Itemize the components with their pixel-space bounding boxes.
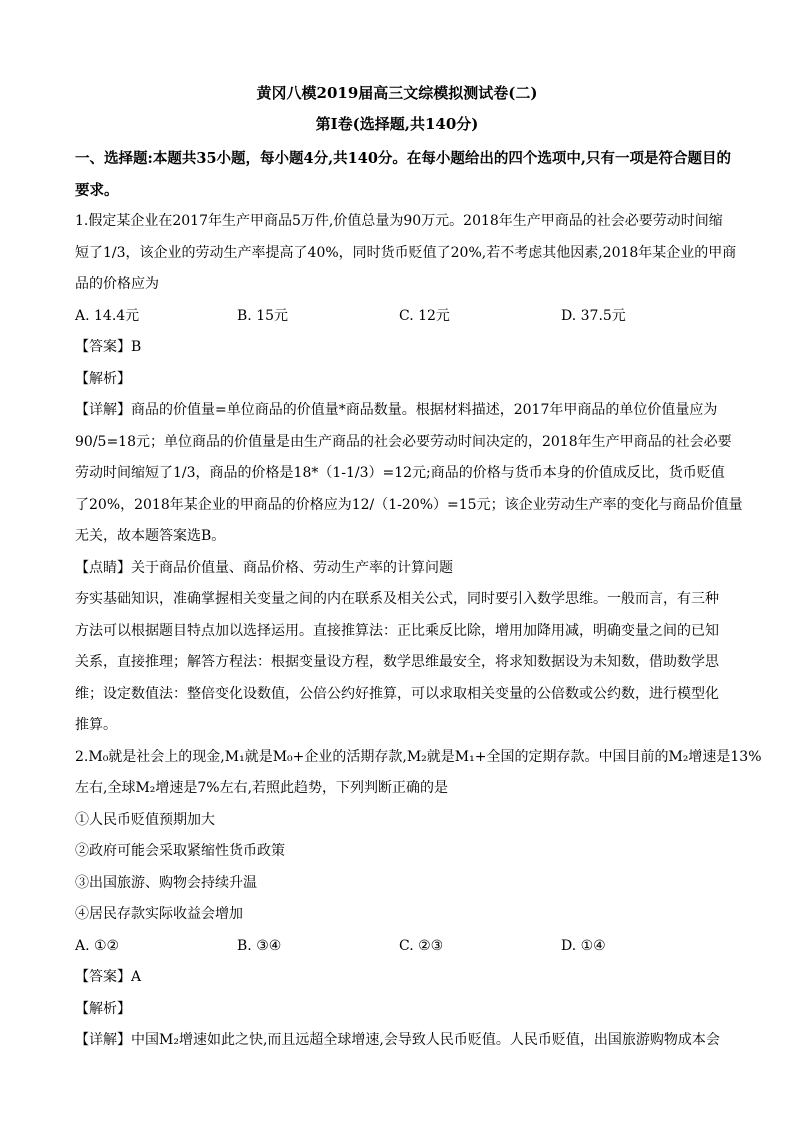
statement-item: ③出国旅游、购物会持续升温 xyxy=(75,874,257,891)
document-body xyxy=(75,143,762,1057)
detail-line: 90/5=18元；单位商品的价值量是由生产商品的社会必要劳动时间决定的，2018年生产甲商品的社会必要 xyxy=(75,433,732,450)
option-b: B. ③④ xyxy=(237,937,282,954)
option-d: D. ①④ xyxy=(561,937,606,954)
detail-line: 了20%，2018年某企业的甲商品的价格应为12/（1-20%）=15元；该企业劳动生产率的变化与商品价值量 xyxy=(75,496,743,513)
option-d: D. 37.5元 xyxy=(561,307,626,324)
option-c: C. ②③ xyxy=(399,937,444,954)
section-title: 第Ⅰ卷(选择题,共140分) xyxy=(315,115,479,133)
analysis-label: 【解析】 xyxy=(75,370,131,387)
tips-line: 夯实基础知识，准确掌握相关变量之间的内在联系及相关公式，同时要引入数学思维。一般而言，有三种 xyxy=(75,591,719,607)
instruction-line: 要求。 xyxy=(75,181,119,199)
detail-line: 劳动时间缩短了1/3，商品的价格是18*（1-1/3）=12元;商品的价格与货币本身的价值成反比，货币贬值 xyxy=(75,465,725,481)
options-row xyxy=(75,931,725,963)
instruction-line: 一、选择题:本题共35小题，每小题4分,共140分。在每小题给出的四个选项中,只有一项是符合题目的 xyxy=(75,150,731,167)
statement-item: ①人民币贬值预期加大 xyxy=(75,811,215,828)
answer-line: 【答案】B xyxy=(75,339,142,355)
analysis-label: 【解析】 xyxy=(75,1000,131,1017)
tips-line: 维；设定数值法：整倍变化设数值，公倍公约好推算，可以求取相关变量的公倍数或公约数，进行模型化 xyxy=(75,685,719,702)
statement-item: ②政府可能会采取紧缩性货币政策 xyxy=(75,843,285,859)
question-stem: 2.M₀就是社会上的现金,M₁就是M₀+企业的活期存款,M₂就是M₁+全国的定期存款。中国目前的M₂增速是13% xyxy=(75,748,762,765)
question-stem: 左右,全球M₂增速是7%左右,若照此趋势，下列判断正确的是 xyxy=(75,780,449,796)
highlight-line: 【点睛】关于商品价值量、商品价格、劳动生产率的计算问题 xyxy=(75,559,453,576)
question-stem: 短了1/3，该企业的劳动生产率提高了40%，同时货币贬值了20%,若不考虑其他因素,2018年某企业的甲商 xyxy=(75,244,737,261)
statement-item: ④居民存款实际收益会增加 xyxy=(75,906,243,922)
detail-line: 【详解】中国M₂增速如此之快,而且远超全球增速,会导致人民币贬值。人民币贬值，出国旅游购物成本会 xyxy=(75,1032,720,1048)
option-a: A. ①② xyxy=(75,937,120,954)
tips-line: 推算。 xyxy=(75,717,117,733)
detail-line: 无关，故本题答案选B。 xyxy=(75,528,226,544)
question-stem: 品的价格应为 xyxy=(75,276,159,292)
tips-line: 关系，直接推理；解答方程法：根据变量设方程，数学思维最安全，将求知数据设为未知数，借助数学思 xyxy=(75,654,719,670)
question-stem: 1.假定某企业在2017年生产甲商品5万件,价值总量为90万元。2018年生产甲商品的社会必要劳动时间缩 xyxy=(75,213,723,229)
detail-line: 【详解】商品的价值量=单位商品的价值量*商品数量。根据材料描述，2017年甲商品的单位价值量应为 xyxy=(75,402,718,418)
exam-title: 黄冈八模2019届高三文综模拟测试卷(二) xyxy=(256,84,538,102)
answer-line: 【答案】A xyxy=(75,969,142,985)
option-c: C. 12元 xyxy=(399,307,450,324)
tips-line: 方法可以根据题目特点加以选择运用。直接推算法：正比乘反比除，增用加降用减，明确变量之间的已知 xyxy=(75,622,719,639)
options-row xyxy=(75,301,725,333)
option-b: B. 15元 xyxy=(237,307,289,324)
option-a: A. 14.4元 xyxy=(75,307,140,324)
